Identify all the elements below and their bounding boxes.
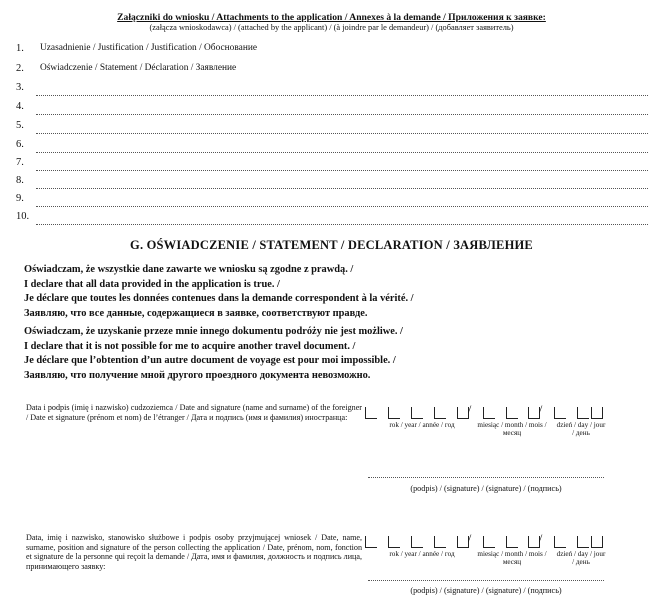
attachment-number: 3. bbox=[16, 82, 24, 93]
declaration-line-en: I declare that all data provided in the application is true. / bbox=[24, 278, 280, 290]
foreigner-signature-line[interactable] bbox=[368, 477, 604, 478]
attachment-number: 6. bbox=[16, 139, 24, 150]
attachment-line-6[interactable] bbox=[36, 152, 648, 153]
declaration-line-en: I declare that it is not possible for me to acquire another travel document. / bbox=[24, 340, 356, 352]
day-label: dzień / day / jour / день bbox=[556, 550, 606, 567]
attachment-number: 7. bbox=[16, 157, 24, 168]
attachment-number: 9. bbox=[16, 193, 24, 204]
officer-signature-label: (podpis) / (signature) / (signature) / (подпись) bbox=[410, 586, 562, 595]
attachment-number: 2. bbox=[16, 63, 24, 74]
attachment-number: 1. bbox=[16, 43, 24, 54]
declaration-line-fr: Je déclare que l’obtention d’un autre document de voyage est pour moi impossible. / bbox=[24, 355, 396, 367]
attachment-line-10[interactable] bbox=[36, 224, 648, 225]
officer-signature-line[interactable] bbox=[368, 580, 604, 581]
attachment-text: Oświadczenie / Statement / Déclaration / Заявление bbox=[40, 63, 237, 73]
attachment-line-3[interactable] bbox=[36, 95, 648, 96]
attachment-line-5[interactable] bbox=[36, 133, 648, 134]
declaration-line-pl: Oświadczam, że uzyskanie przeze mnie innego dokumentu podróży nie jest możliwe. / bbox=[24, 326, 403, 337]
declaration-line-ru: Заявляю, что получение мной другого проездного документа невозможно. bbox=[24, 369, 371, 381]
attachment-text: Uzasadnienie / Justification / Justification / Обоснование bbox=[40, 43, 258, 53]
foreigner-signature-caption: Data i podpis (imię i nazwisko) cudzoziemca / Date and signature (name and surname) of the foreigner / Date et signature (prénom et nom) de l’étranger / Дата и подпись (имя и фамилия) иностранца: bbox=[26, 403, 362, 422]
date-separator: / bbox=[539, 402, 543, 416]
attachment-line-4[interactable] bbox=[36, 114, 648, 115]
month-label: miesiąc / month / mois / месяц bbox=[477, 550, 547, 567]
day-label: dzień / day / jour / день bbox=[556, 421, 606, 438]
declaration-line-fr: Je déclare que toutes les données contenues dans la demande correspondent à la vérité. / bbox=[24, 293, 414, 305]
attachments-subtitle: (załącza wnioskodawca) / (attached by the applicant) / (à joindre par le demandeur) / (добавляет заявитель) bbox=[149, 23, 514, 32]
year-label: rok / year / année / год bbox=[389, 421, 455, 429]
attachments-title: Załączniki do wniosku / Attachments to the application / Annexes à la demande / Приложения к заявке: bbox=[117, 12, 546, 23]
declaration-line-ru: Заявляю, что все данные, содержащиеся в заявке, соответствуют правде. bbox=[24, 307, 368, 319]
date-separator: / bbox=[468, 402, 472, 416]
date-separator: / bbox=[539, 531, 543, 545]
officer-signature-caption: Data, imię i nazwisko, stanowisko służbowe i podpis osoby przyjmującej wniosek / Date, name, surname, position and signature of the person collecting the application / Date, prénom, nom, fonction et signature de la personne qui reçoit la demande / Дата, имя и фамилия, должность и подпись лица, принимающего заявку: bbox=[26, 533, 362, 571]
truth-declaration bbox=[24, 263, 654, 321]
declaration-line-pl: Oświadczam, że wszystkie dane zawarte we wniosku są zgodne z prawdą. / bbox=[24, 264, 354, 275]
attachment-line-7[interactable] bbox=[36, 170, 648, 171]
attachment-number: 4. bbox=[16, 101, 24, 112]
month-label: miesiąc / month / mois / месяц bbox=[477, 421, 547, 438]
foreigner-signature-label: (podpis) / (signature) / (signature) / (подпись) bbox=[410, 484, 562, 493]
foreigner-date-field[interactable] bbox=[365, 401, 603, 419]
attachment-line-8[interactable] bbox=[36, 188, 648, 189]
attachment-number: 5. bbox=[16, 120, 24, 131]
year-label: rok / year / année / год bbox=[389, 550, 455, 558]
date-separator: / bbox=[468, 531, 472, 545]
section-g-title: G. OŚWIADCZENIE / STATEMENT / DECLARATION / ЗАЯВЛЕНИЕ bbox=[130, 238, 533, 252]
attachment-number: 10. bbox=[16, 211, 30, 222]
travel-document-declaration bbox=[24, 325, 654, 383]
attachment-number: 8. bbox=[16, 175, 24, 186]
attachment-line-9[interactable] bbox=[36, 206, 648, 207]
officer-date-field[interactable] bbox=[365, 530, 603, 548]
